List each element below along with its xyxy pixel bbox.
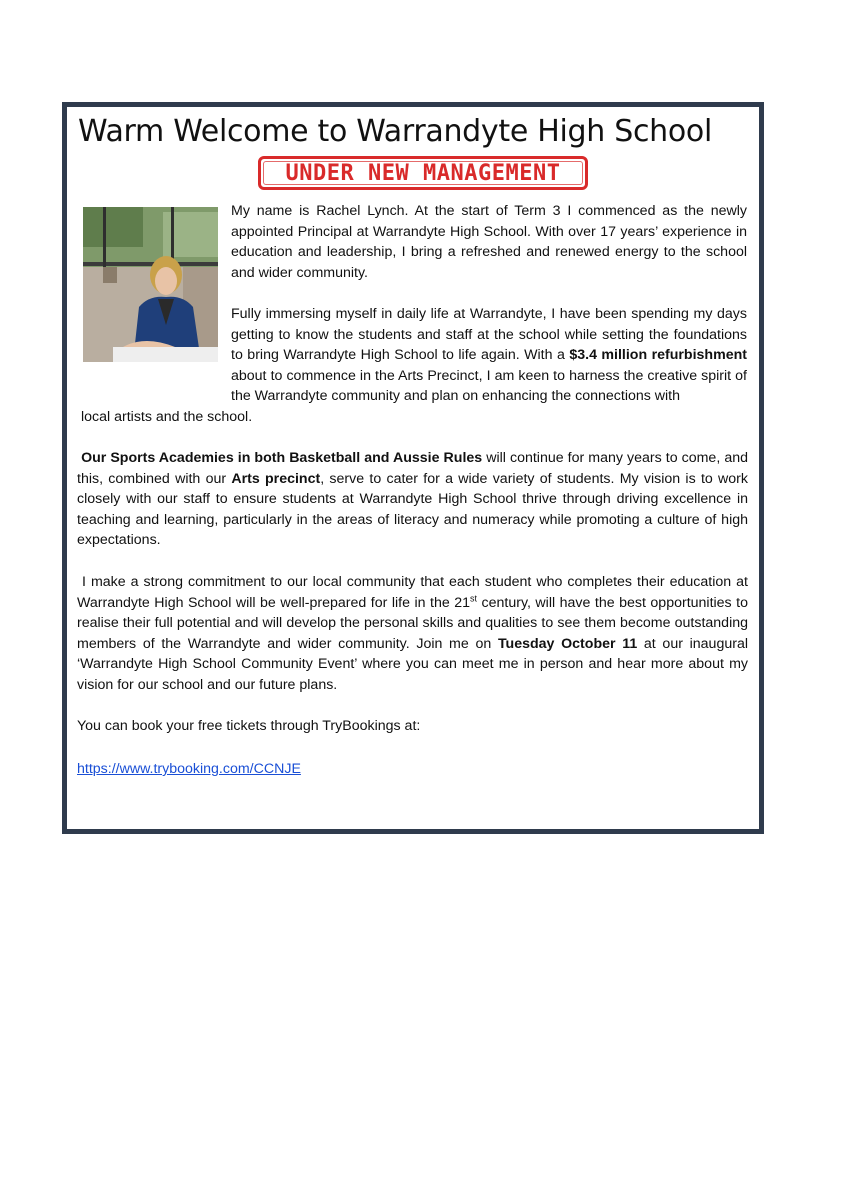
sports-academies-highlight: Our Sports Academies in both Basketball and Aussie Rules	[81, 450, 483, 466]
under-new-management-stamp	[258, 156, 588, 190]
principal-portrait-image	[83, 207, 218, 362]
arts-precinct-highlight: Arts precinct	[231, 470, 321, 487]
commitment-text-end: at our inaugural ‘Warrandyte High School Community Event’ where you can meet me in person and hear more about my vision for our school and our future plans.	[77, 635, 748, 693]
booking-link-line	[77, 759, 748, 780]
ordinal-suffix: st	[470, 592, 478, 603]
commitment-text-middle: century, will have the best opportunities to realise their full potential and will develop the personal skills and qualities to see them become outstanding members of the Warrandyte and wider community. Join me on	[77, 594, 748, 652]
event-date-highlight: Tuesday October 11	[497, 635, 638, 652]
sports-academies-paragraph	[77, 448, 748, 551]
commitment-text-start: I make a strong commitment to our local community that each student who completes their education at Warrandyte High School will be well-prepared for life in the 21	[77, 574, 748, 611]
commitment-paragraph	[77, 572, 748, 696]
principal-photo	[83, 207, 218, 362]
page-title: Warm Welcome to Warrandyte High School	[78, 114, 713, 149]
immersion-text-end: about to commence in the Arts Precinct, I am keen to harness the creative spirit of the Warrandyte community and plan on enhancing the connections with	[231, 367, 747, 405]
vision-text: , serve to cater for a wide variety of students. My vision is to work closely with our staff to ensure students at Warrandyte High School thrive through driving excellence in teaching and learning, particularly in the areas of literacy and numeracy while promoting a culture of high expectations.	[77, 470, 749, 549]
immersion-paragraph-continuation: local artists and the school.	[81, 409, 253, 425]
stamp-label: UNDER NEW MANAGEMENT	[285, 160, 561, 186]
immersion-text-start: Fully immersing myself in daily life at Warrandyte, I have been spending my days getting to know the students and staff at the school while setting the foundations to bring Warrandyte High School to life again. With a	[231, 306, 747, 364]
booking-paragraph: You can book your free tickets through TryBookings at:	[77, 718, 421, 734]
intro-paragraph: My name is Rachel Lynch. At the start of Term 3 I commenced as the newly appointed Principal at Warrandyte High School. With over 17 years’ experience in education and leadership, I bring a refreshed and renewed energy to the school and wider community.	[231, 203, 747, 281]
trybooking-link[interactable]: https://www.trybooking.com/CCNJE	[77, 761, 301, 777]
refurbishment-highlight: $3.4 million refurbishment	[569, 347, 747, 364]
immersion-paragraph	[231, 304, 747, 407]
sports-text: will continue for many years to come, and this, combined with our	[77, 450, 748, 487]
